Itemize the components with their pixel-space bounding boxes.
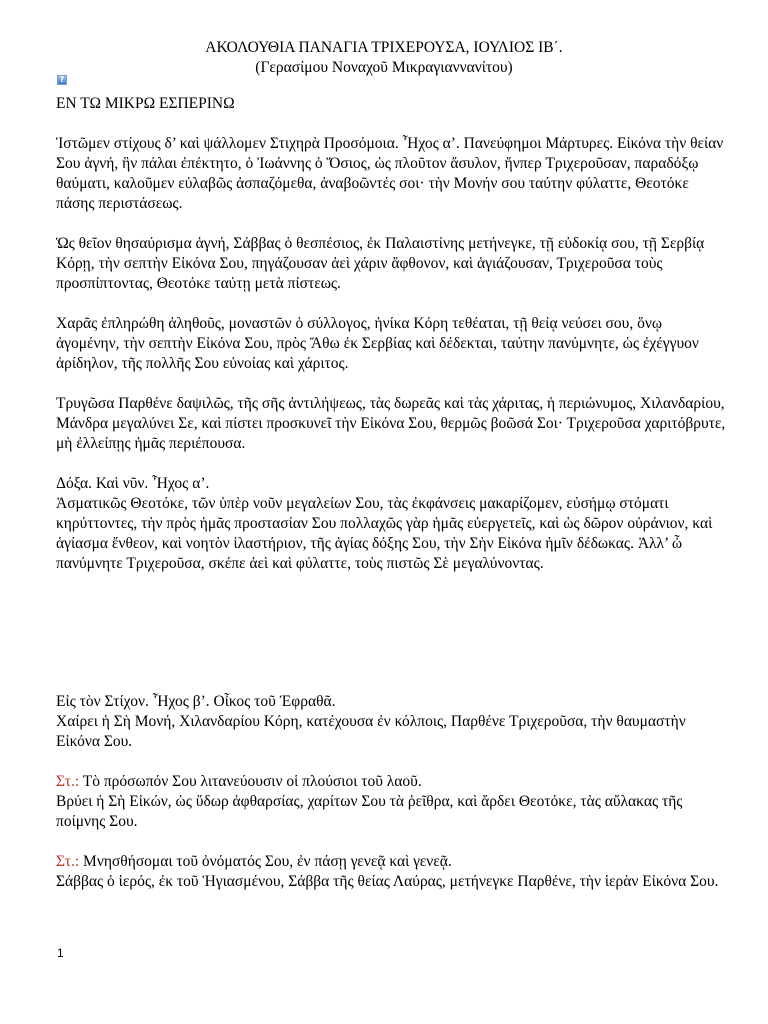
doxa-heading: Δόξα. Καὶ νῦν. Ἦχος α’. [56,475,210,492]
verse-label-1: Στ.: [56,773,80,790]
verse-line-1 [56,772,726,792]
page-number: 1 [57,946,64,960]
title-block [0,38,768,78]
broken-image-icon: ? [57,75,67,85]
verse-text-2: Μνησθήσομαι τοῦ ὀνόματός Σου, ἐν πάσῃ γενεᾷ καὶ γενεᾷ. [79,853,452,870]
verse-text-1: Τὸ πρόσωπόν Σου λιτανεύουσιν οἱ πλούσιοι τοῦ λαοῦ. [79,773,422,790]
stanza-4: Τρυγῶσα Παρθένε δαψιλῶς, τῆς σῆς ἀντιλήψεως, τὰς δωρεᾶς καὶ τὰς χάριτας, ἡ περιώνυμος, Χιλανδαρίου, Μάνδρα μεγαλύνει Σε, καὶ πίστει προσκυνεῖ τὴν Εἰκόνα Σου, θερμῶς βοῶσά Σοι· Τριχεροῦσα χαριτόβρυτε, μὴ ἐλλείπῃς ἡμᾶς περιέπουσα. [56,395,726,452]
document-title: ΑΚΟΛΟΥΘΙΑ ΠΑΝΑΓΙΑ ΤΡΙΧΕΡΟΥΣΑ, ΙΟΥΛΙΟΣ ΙΒ΄. [205,39,563,56]
doxa-text: Ἀσματικῶς Θεοτόκε, τῶν ὑπὲρ νοῦν μεγαλείων Σου, τὰς ἐκφάνσεις μακαρίζομεν, εὐσήμῳ στόματι κηρύττοντες, τὴν πρὸς ἡμᾶς προστασίαν Σου πολλαχῶς γὰρ ἡμᾶς εὐεργετεῖς, καὶ ὡς δῶρον οὐράνιον, καὶ ἁγίασμα ἔνθεον, καὶ νοητὸν ἱλαστήριον, τῆς ἁγίας δόξης Σου, τὴν Σὴν Εἰκόνα ἡμῖν δέδωκας. Ἀλλ’ ὦ πανύμνητε Τριχεροῦσα, σκέπε ἀεὶ καὶ φύλαττε, τοὺς πιστῶς Σὲ μεγαλύνοντας. [56,495,713,572]
verse-line-2 [56,852,726,872]
verse-hymn-2: Σάββας ὁ ἱερός, ἐκ τοῦ Ἡγιασμένου, Σάββα τῆς θείας Λαύρας, μετήνεγκε Παρθένε, τὴν ἱερὰν Εἰκόνα Σου. [56,873,719,890]
stanza-2: Ὡς θεῖον θησαύρισμα ἁγνή, Σάββας ὁ θεσπέσιος, ἐκ Παλαιστίνης μετήνεγκε, τῇ εὐδοκίᾳ σου, τῇ Σερβίᾳ Κόρῃ, τὴν σεπτὴν Εἰκόνα Σου, πηγάζουσαν ἀεὶ χάριν ἄφθονον, καὶ ἁγιάζουσαν, Τριχεροῦσα τοὺς προσπίπτοντας, Θεοτόκε ταύτῃ μετὰ πίστεως. [56,235,705,292]
verse-label-2: Στ.: [56,853,80,870]
stanza-3: Χαρᾶς ἐπληρώθη ἀληθοῦς, μοναστῶν ὁ σύλλογος, ἡνίκα Κόρη τεθέαται, τῇ θείᾳ νεύσει σου, ὅνῳ ἀγομένην, τὴν σεπτὴν Εἰκόνα Σου, πρὸς Ἄθω ἐκ Σερβίας καὶ δέδεκται, ταύτην πανύμνητε, ὡς ἐχέγγυον ἀρίδηλον, τῆς πολλῆς Σου εὐνοίας καὶ χάριτος. [56,315,699,372]
section-heading: ΕΝ ΤΩ ΜΙΚΡΩ ΕΣΠΕΡΙΝΩ [56,95,235,112]
aposticha-heading: Εἰς τὸν Στίχον. Ἦχος β’. Οἶκος τοῦ Ἐφραθᾶ. [56,693,336,710]
aposticha-text: Χαίρει ἡ Σὴ Μονή, Χιλανδαρίου Κόρη, κατέχουσα ἐν κόλποις, Παρθένε Τριχεροῦσα, τὴν θαυμαστὴν Εἰκόνα Σου. [56,713,686,750]
stanza-1: Ἱστῶμεν στίχους δ’ καὶ ψάλλομεν Στιχηρὰ Προσόμοια. Ἦχος α’. Πανεύφημοι Μάρτυρες. Εἰκόνα τὴν θείαν Σου ἁγνή, ἣν πάλαι ἐπέκτητο, ὁ Ἰωάννης ὁ Ὅσιος, ὡς πλοῦτον ἄσυλον, ἥνπερ Τριχεροῦσαν, παραδόξῳ θαύματι, καλοῦμεν εὐλαβῶς ἀσπαζόμεθα, ἀναβοῶντές σοι· τὴν Μονήν σου ταύτην φύλαττε, Θεοτόκε πάσης περιστάσεως. [56,135,724,212]
verse-hymn-1: Βρύει ἡ Σὴ Εἰκών, ὡς ὕδωρ ἀφθαρσίας, χαρίτων Σου τὰ ῥεῖθρα, καὶ ἄρδει Θεοτόκε, τὰς αὔλακας τῆς ποίμνης Σου. [56,793,683,830]
document-subtitle: (Γερασίμου Νοναχοῦ Μικραγιαννανίτου) [255,59,513,76]
document-body [56,94,726,892]
blank-space [56,574,726,692]
